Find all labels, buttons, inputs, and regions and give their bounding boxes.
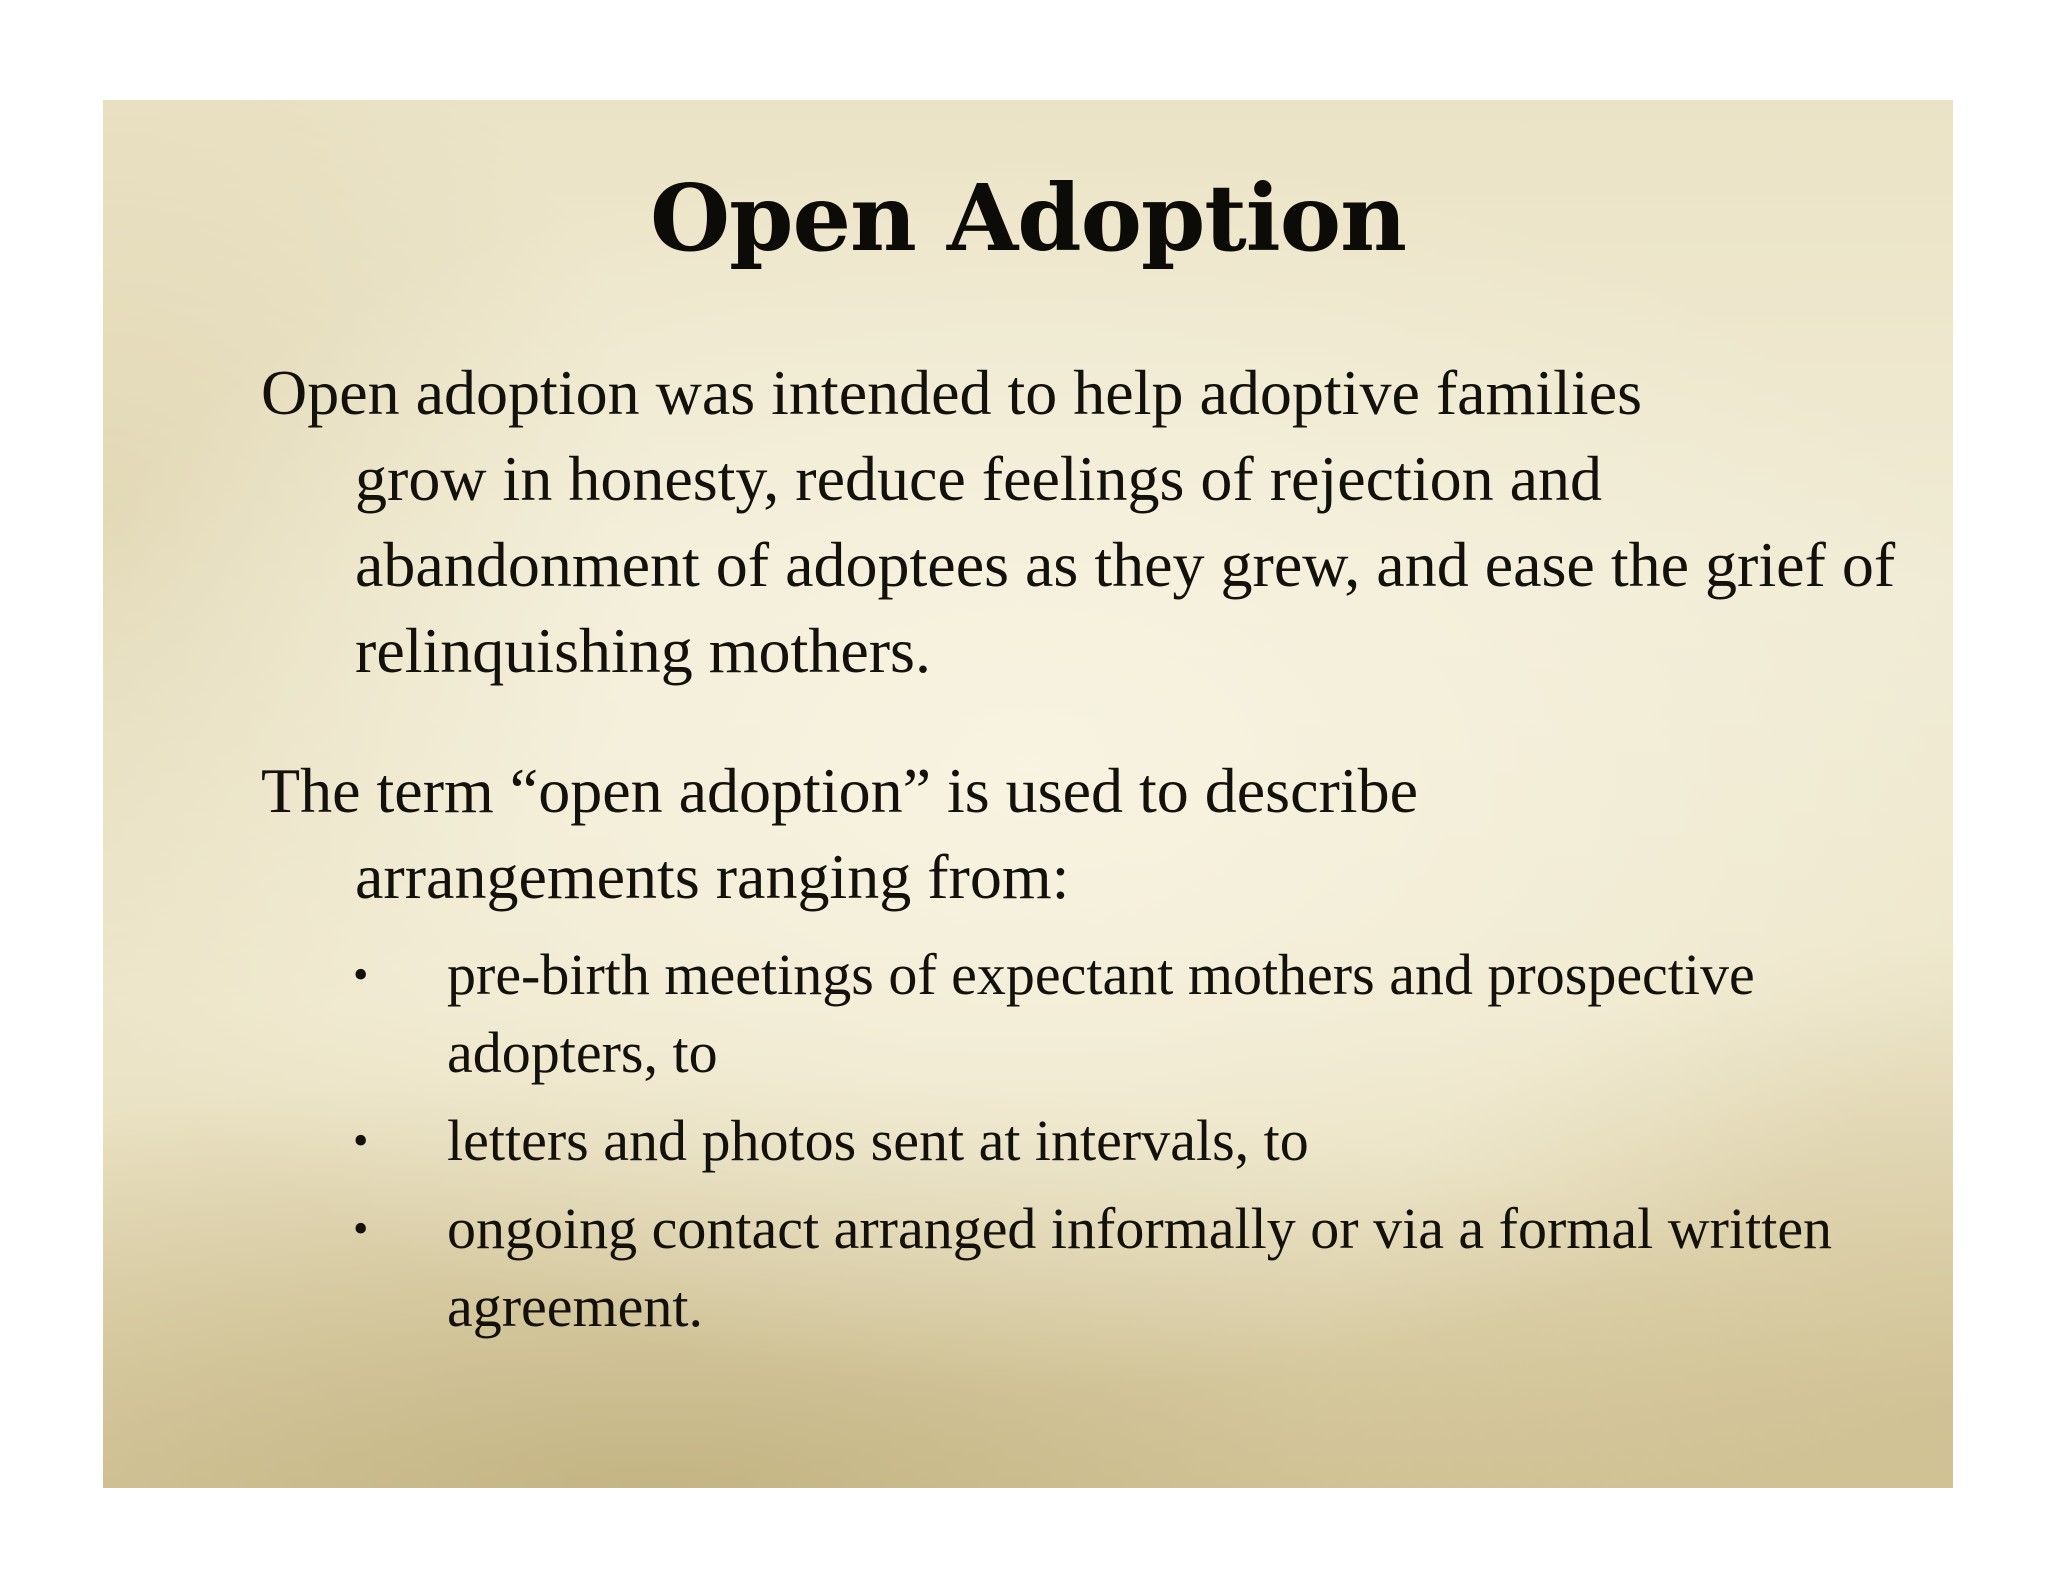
paragraph-intent-first-line: Open adoption was intended to help adoptive families bbox=[261, 357, 1642, 428]
list-item-text: ongoing contact arranged informally or via a formal written agreement. bbox=[447, 1196, 1833, 1339]
paragraph-term-continuation: arrangements ranging from: bbox=[355, 841, 1070, 912]
bullet-icon: • bbox=[353, 950, 369, 999]
arrangement-list bbox=[353, 936, 1923, 1356]
paragraph-intent bbox=[261, 350, 1901, 694]
paragraph-term-first-line: The term “open adoption” is used to describe bbox=[261, 755, 1418, 826]
paragraph-intent-continuation: grow in honesty, reduce feelings of rejection and abandonment of adoptees as they grew, and ease the grief of relinquishing mothers. bbox=[355, 443, 1896, 686]
list-item bbox=[353, 1102, 1923, 1180]
bullet-icon: • bbox=[353, 1116, 369, 1165]
list-item bbox=[353, 1190, 1923, 1346]
slide bbox=[103, 100, 1953, 1488]
slide-title: Open Adoption bbox=[649, 164, 1407, 272]
paragraph-term bbox=[261, 748, 1901, 920]
list-item bbox=[353, 936, 1923, 1092]
list-item-text: pre-birth meetings of expectant mothers and prospective adopters, to bbox=[447, 942, 1755, 1085]
bullet-icon: • bbox=[353, 1204, 369, 1253]
list-item-text: letters and photos sent at intervals, to bbox=[447, 1108, 1309, 1173]
